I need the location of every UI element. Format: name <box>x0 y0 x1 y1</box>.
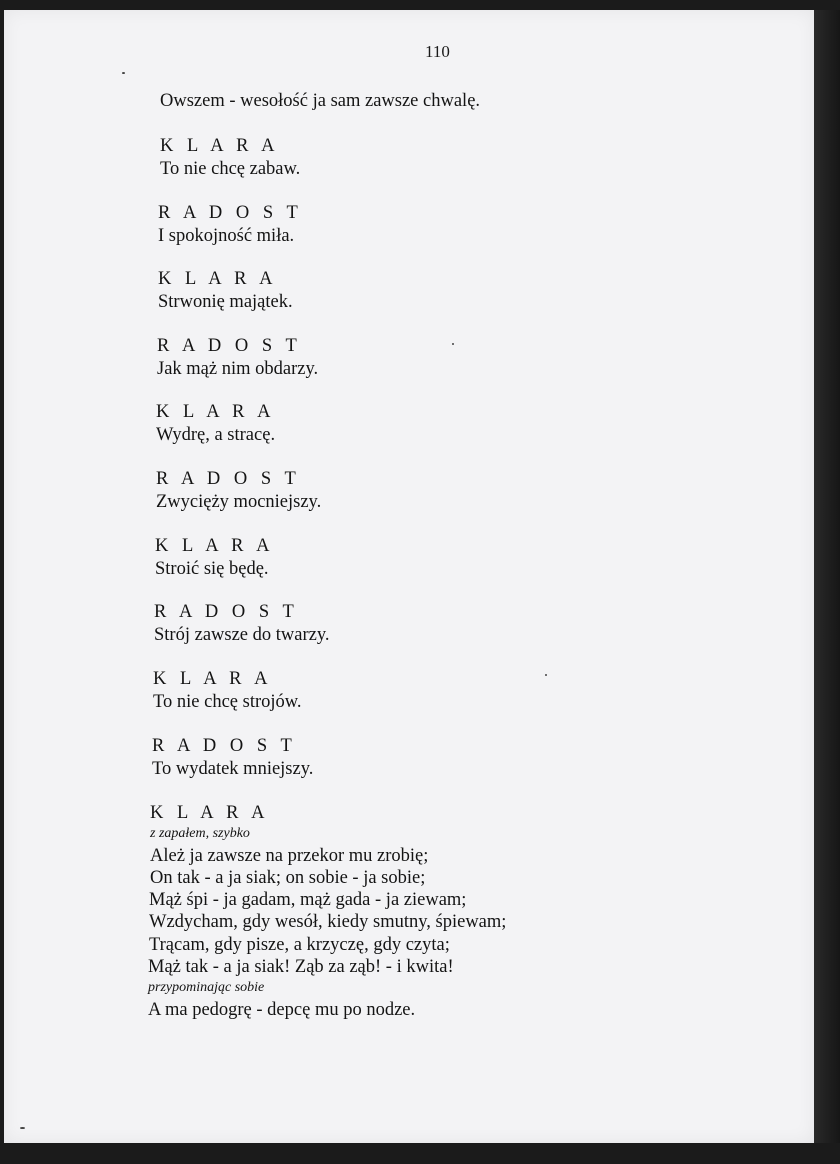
verse-line: Mąż śpi - ja gadam, mąż gada - ja ziewam; <box>149 890 467 910</box>
speaker-name: K L A R A <box>155 536 274 556</box>
page-number: 110 <box>425 42 450 61</box>
speaker-name: K L A R A <box>160 136 279 156</box>
scan-speck <box>20 1127 25 1129</box>
scan-edge <box>814 10 840 1143</box>
dialogue-line: Zwycięży mocniejszy. <box>156 492 322 512</box>
speaker-name: K L A R A <box>153 669 272 689</box>
verse-line: Mąż tak - a ja siak! Ząb za ząb! - i kwita! <box>148 957 454 977</box>
dialogue-line: Jak mąż nim obdarzy. <box>157 359 319 379</box>
speaker-name: K L A R A <box>150 803 269 823</box>
dialogue-line: To wydatek mniejszy. <box>152 759 314 779</box>
verse-line: Trącam, gdy pisze, a krzyczę, gdy czyta; <box>149 935 450 955</box>
speaker-name: K L A R A <box>156 402 275 422</box>
dialogue-line: Strój zawsze do twarzy. <box>154 625 330 645</box>
stage-direction: przypominając sobie <box>148 980 265 995</box>
scan-speck <box>122 72 125 74</box>
verse-line: Wzdycham, gdy wesół, kiedy smutny, śpiewam; <box>149 912 507 932</box>
speaker-name: R A D O S T <box>152 736 297 756</box>
speaker-name: R A D O S T <box>158 203 303 223</box>
dialogue-line: Strwonię majątek. <box>158 292 293 312</box>
verse-line: Ależ ja zawsze na przekor mu zrobię; <box>150 846 429 866</box>
dialogue-line: I spokojność miła. <box>158 226 295 246</box>
stage-direction: z zapałem, szybko <box>150 826 250 841</box>
dialogue-line: To nie chcę strojów. <box>153 692 302 712</box>
dialogue-line: To nie chcę zabaw. <box>160 159 301 179</box>
speaker-name: R A D O S T <box>154 602 299 622</box>
speaker-name: R A D O S T <box>156 469 301 489</box>
verse-line: On tak - a ja siak; on sobie - ja sobie; <box>150 868 426 888</box>
opening-line: Owszem - wesołość ja sam zawsze chwalę. <box>160 91 481 111</box>
dialogue-line: Wydrę, a stracę. <box>156 425 276 445</box>
speaker-name: R A D O S T <box>157 336 302 356</box>
speaker-name: K L A R A <box>158 269 277 289</box>
scan-speck <box>452 343 454 345</box>
scan-speck <box>545 674 547 676</box>
closing-line: A ma pedogrę - depcę mu po nodze. <box>148 1000 416 1020</box>
dialogue-line: Stroić się będę. <box>155 559 269 579</box>
